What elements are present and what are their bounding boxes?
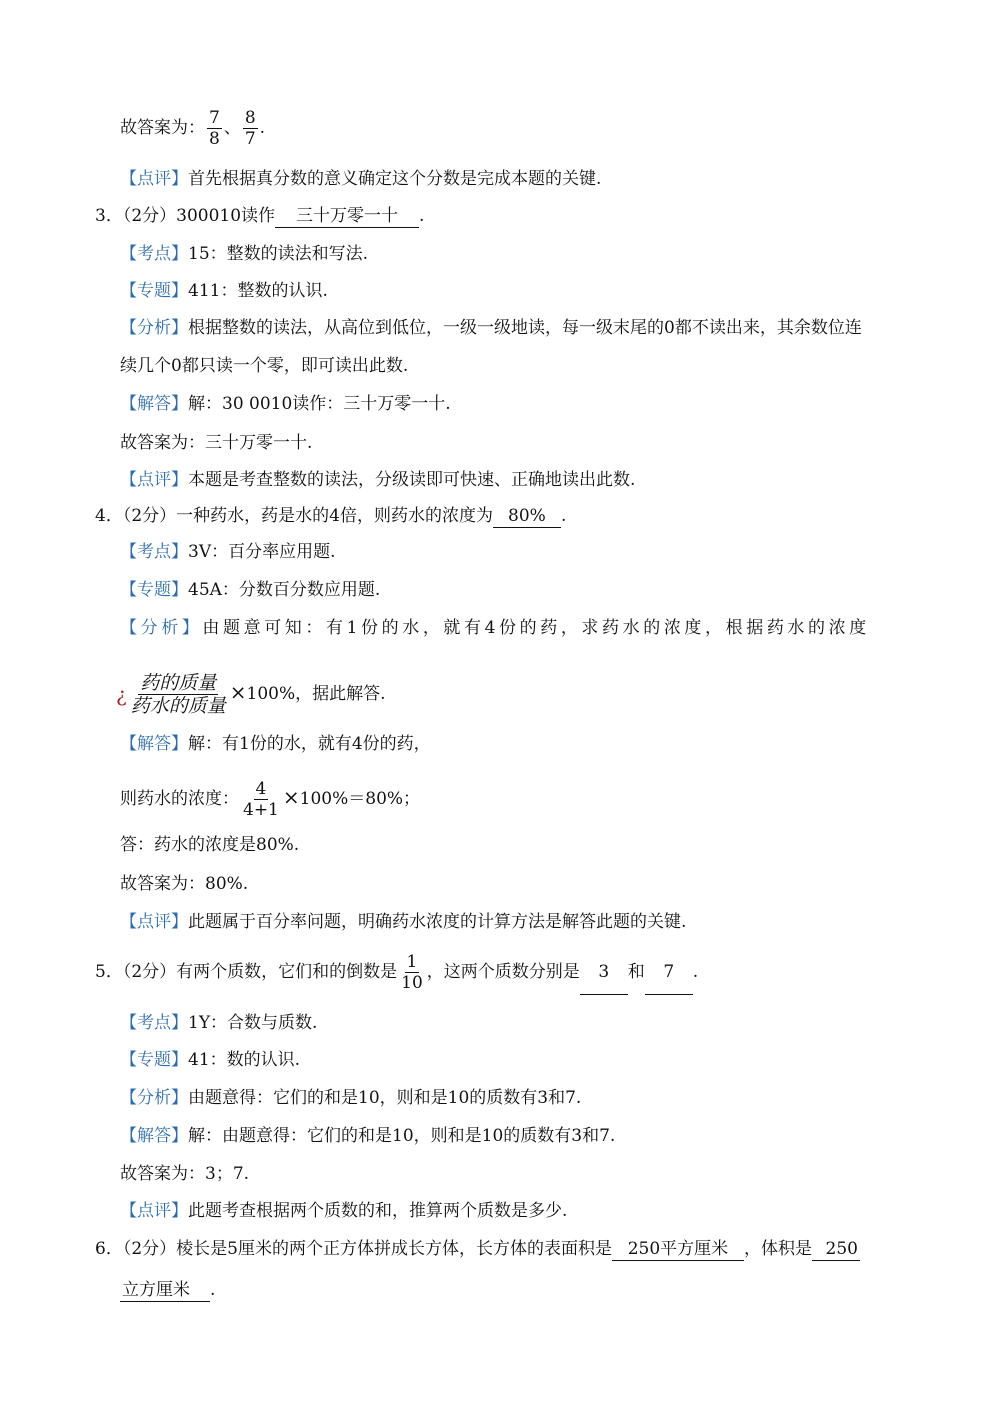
blank-text: 250平方厘米 (627, 1239, 729, 1259)
conjunction: 和 (627, 962, 645, 982)
blank-text: 80% (508, 506, 546, 526)
period: . (259, 118, 266, 138)
fenxi-text: 由题意可知：有1份的水，就有4份的药，求药水的浓度，根据药水的浓度 (202, 618, 870, 638)
jieda-text: 解：30 0010读作：三十万零一十. (188, 394, 451, 414)
comment-tag: 【点评】 (120, 912, 188, 932)
answer-text: 故答案为：三十万零一十. (120, 433, 313, 453)
q5-zhuanti (120, 1049, 300, 1071)
q4-calc (120, 773, 420, 823)
fraction-numerator: 8 (244, 108, 256, 128)
concentration-formula (129, 672, 228, 717)
calc-prefix: 则药水的浓度： (120, 789, 239, 809)
answer-blank-1 (580, 950, 628, 995)
comment-tag: 【点评】 (120, 470, 188, 490)
calc-denominator: 4+1 (243, 800, 279, 820)
fenxi-text: 由题意得：它们的和是10，则和是10的质数有3和7. (188, 1088, 582, 1108)
comment-text: 本题是考查整数的读法，分级读即可快速、正确地读出此数. (188, 470, 636, 490)
calc-fraction (241, 779, 281, 820)
question-3-stem (95, 205, 424, 228)
q3-answer (120, 432, 312, 454)
question-text: 6．（2分）棱长是5厘米的两个正方体拼成长方体，长方体的表面积是 (95, 1239, 612, 1259)
blank-text: 立方厘米 (122, 1280, 190, 1300)
question-6-cont (120, 1279, 215, 1302)
answer-blank-2 (645, 950, 693, 995)
comment-text: 此题属于百分率问题，明确药水浓度的计算方法是解答此题的关键. (188, 912, 687, 932)
q5-jieda (120, 1125, 615, 1147)
answer-blank (493, 505, 561, 528)
comment-tag: 【点评】 (120, 169, 188, 189)
q3-zhuanti (120, 280, 328, 302)
comment-line (120, 168, 601, 190)
jieda-text: 解：有1份的水，就有4份的药， (188, 734, 431, 754)
kaodian-text: 1Y：合数与质数. (188, 1013, 318, 1033)
q4-jieda (120, 733, 431, 755)
q3-fenxi-cont (120, 355, 408, 377)
kaodian-text: 3V：百分率应用题. (188, 542, 336, 562)
question-6-stem (95, 1238, 860, 1261)
times-sign: × (282, 785, 300, 809)
zhuanti-tag: 【专题】 (120, 281, 188, 301)
zhuanti-tag: 【专题】 (120, 1050, 188, 1070)
kaodian-tag: 【考点】 (120, 1013, 188, 1033)
q4-answer (120, 873, 248, 895)
zhuanti-text: 45A：分数百分数应用题. (188, 580, 381, 600)
fraction-denominator: 7 (244, 129, 256, 149)
period: . (210, 1280, 216, 1300)
blank-text: 3 (598, 962, 610, 982)
fenxi-text-cont: 续几个0都只读一个零，即可读出此数. (120, 356, 409, 376)
q4-answer-line (120, 834, 299, 856)
zhuanti-tag: 【专题】 (120, 580, 188, 600)
kaodian-tag: 【考点】 (120, 244, 188, 264)
jieda-tag: 【解答】 (120, 734, 188, 754)
answer-text: 故答案为：80%. (120, 874, 249, 894)
answer-blank-2 (812, 1238, 860, 1261)
answer-text: 故答案为：3；7. (120, 1164, 250, 1184)
zhuanti-text: 41：数的认识. (188, 1050, 301, 1070)
fenxi-tag: 【分析】 (120, 618, 203, 638)
question-5-stem (95, 950, 698, 995)
fenxi-tag: 【分析】 (120, 1088, 188, 1108)
question-text: 4．（2分）一种药水，药是水的4倍，则药水的浓度为 (95, 506, 493, 526)
q5-pingjia (120, 1200, 567, 1222)
q3-kaodian (120, 243, 368, 265)
calc-numerator: 4 (255, 779, 267, 799)
formula-denominator: 药水的质量 (130, 695, 226, 717)
zhuanti-text: 411：整数的认识. (188, 281, 328, 301)
q3-fenxi (120, 317, 862, 339)
fraction-numerator: 1 (406, 952, 418, 972)
q4-pingjia (120, 911, 686, 933)
kaodian-text: 15：整数的读法和写法. (188, 244, 369, 264)
q3-jieda (120, 393, 451, 415)
q5-fenxi (120, 1087, 581, 1109)
fraction-denominator: 8 (209, 129, 220, 149)
jieda-tag: 【解答】 (120, 1126, 188, 1146)
blank-text: 7 (663, 962, 675, 982)
q4-zhuanti (120, 579, 380, 601)
answer-statement: 答：药水的浓度是80%. (120, 835, 300, 855)
q4-kaodian (120, 541, 336, 563)
question-text: 3．（2分）300010读作 (95, 206, 276, 226)
question-text-cont: ，体积是 (743, 1239, 812, 1259)
calc-tail: 100%＝80%； (299, 789, 421, 809)
q3-pingjia (120, 469, 635, 491)
answer-line (120, 108, 265, 149)
answer-blank (275, 205, 419, 228)
jieda-tag: 【解答】 (120, 394, 188, 414)
question-text-cont: ，这两个质数分别是 (426, 962, 580, 982)
fenxi-tag: 【分析】 (120, 318, 188, 338)
jieda-text: 解：由题意得：它们的和是10，则和是10的质数有3和7. (188, 1126, 616, 1146)
formula-tail: 100%，据此解答. (246, 684, 386, 704)
answer-prefix: 故答案为： (120, 118, 205, 138)
q5-kaodian (120, 1012, 317, 1034)
fraction-numerator: 7 (209, 108, 220, 128)
blank-text: 250 (825, 1239, 858, 1259)
formula-numerator: 药的质量 (140, 672, 217, 694)
period: . (692, 962, 699, 982)
q5-answer (120, 1163, 249, 1185)
fraction-7-8 (207, 108, 222, 149)
unknown-symbol: ¿ (116, 682, 127, 707)
period: . (560, 506, 567, 526)
q4-formula (116, 668, 386, 719)
separator: 、 (223, 118, 241, 138)
question-text: 5．（2分）有两个质数，它们和的倒数是 (95, 962, 398, 982)
question-4-stem (95, 505, 566, 528)
fraction-8-7 (243, 108, 258, 149)
blank-text: 三十万零一十 (296, 206, 399, 226)
answer-blank-2-cont (120, 1279, 210, 1302)
fenxi-text: 根据整数的读法，从高位到低位，一级一级地读，每一级末尾的0都不读出来，其余数位连 (188, 318, 862, 338)
times-sign: × (229, 680, 247, 704)
comment-tag: 【点评】 (120, 1201, 188, 1221)
comment-text: 首先根据真分数的意义确定这个分数是完成本题的关键. (188, 169, 602, 189)
answer-blank-1 (612, 1238, 744, 1261)
period: . (419, 206, 425, 226)
q4-fenxi (120, 617, 870, 639)
comment-text: 此题考查根据两个质数的和，推算两个质数是多少. (188, 1201, 568, 1221)
kaodian-tag: 【考点】 (120, 542, 188, 562)
fraction-denominator: 10 (401, 973, 423, 993)
reciprocal-fraction (399, 952, 425, 993)
